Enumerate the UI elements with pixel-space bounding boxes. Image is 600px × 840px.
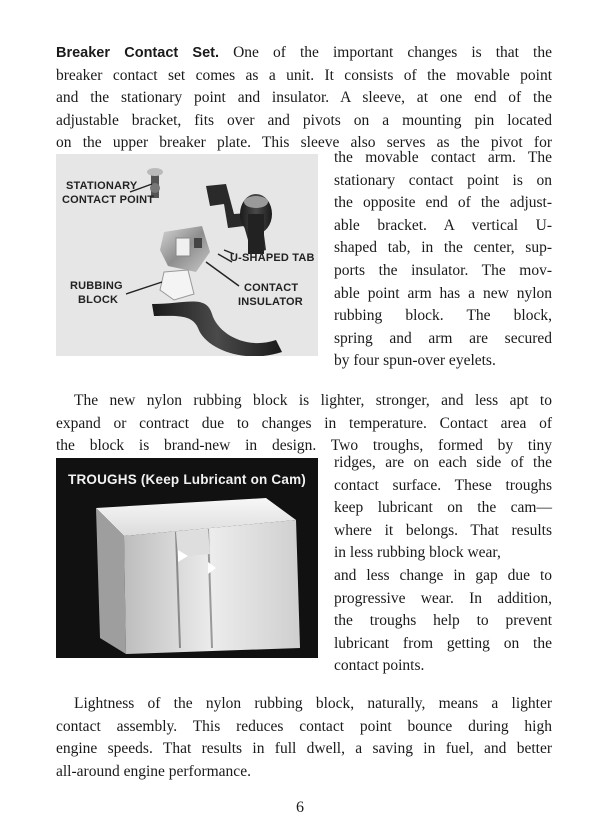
text-line: the block is brand-new in design. Two troughs, formed by tiny xyxy=(56,437,552,455)
section-heading: Breaker Contact Set. xyxy=(56,45,220,61)
label-u-shaped-tab: U-SHAPED TAB xyxy=(230,252,315,264)
text-line: stationary contact point is on xyxy=(334,171,552,189)
text-line: The new nylon rubbing block is lighter, stronger, and less apt to xyxy=(74,392,552,409)
page-number: 6 xyxy=(296,799,304,816)
text-line: keep lubricant on the cam— xyxy=(334,499,552,517)
text-line: in less rubbing block wear, xyxy=(334,544,501,562)
text-line: rubbing block. The block, xyxy=(334,307,552,325)
text-line: shaped tab, in the center, sup- xyxy=(334,239,552,257)
intro-paragraph xyxy=(56,42,552,155)
text-line: and the stationary point and insulator. A sleeve, at one end of the xyxy=(56,89,552,107)
label-insulator-line2: INSULATOR xyxy=(238,296,303,308)
text-line: by four spun-over eyelets. xyxy=(334,352,496,370)
text-line: ports the insulator. The mov- xyxy=(334,261,552,279)
label-insulator-line1: CONTACT xyxy=(244,282,299,294)
text-line: and less change in gap due to xyxy=(334,566,552,584)
text-line: ridges, are on each side of the xyxy=(334,454,552,471)
text-line: the opposite end of the adjust- xyxy=(334,194,552,212)
label-rubbing-line2: BLOCK xyxy=(78,294,119,306)
text-line: breaker contact set comes as a unit. It consists of the movable point xyxy=(56,66,552,84)
text-line: the troughs help to prevent xyxy=(334,612,552,630)
rubbing-block-illustration xyxy=(56,458,318,658)
text-line: on the upper breaker plate. This sleeve also serves as the pivot for xyxy=(56,134,552,152)
text-line: able point arm has a new nylon xyxy=(334,284,552,302)
label-stationary-line1: STATIONARY xyxy=(66,180,138,192)
text-line: Breaker Contact Set. One of the important changes is that the xyxy=(56,44,552,61)
breaker-contact-set-figure xyxy=(56,154,318,356)
troughs-figure-title: TROUGHS (Keep Lubricant on Cam) xyxy=(68,472,306,487)
text-line: contact points. xyxy=(334,657,425,675)
text-line: engine speeds. That results in full dwell, a saving in fuel, and better xyxy=(56,740,552,758)
text-line: adjustable bracket, fits over and pivots on a mounting pin located xyxy=(56,111,552,129)
text-line: Lightness of the nylon rubbing block, naturally, means a lighter xyxy=(74,695,552,712)
text-line: all-around engine performance. xyxy=(56,762,251,780)
text-line: lubricant from getting on the xyxy=(334,634,552,652)
text-line: spring and arm are secured xyxy=(334,329,552,347)
label-stationary-line2: CONTACT POINT xyxy=(62,194,155,206)
text-line: contact assembly. This reduces contact point bounce during high xyxy=(56,717,552,735)
text-line: progressive wear. In addition, xyxy=(334,589,552,607)
text-line: the movable contact arm. The xyxy=(334,149,552,166)
lightness-paragraph xyxy=(56,693,552,783)
text-line: expand or contract due to changes in temperature. Contact area of xyxy=(56,414,552,432)
label-rubbing-line1: RUBBING xyxy=(70,280,123,292)
intro-wrap-column xyxy=(334,147,552,373)
troughs-wrap-column xyxy=(334,452,552,678)
text-line: able bracket. A vertical U- xyxy=(334,216,552,234)
text-line: where it belongs. That results xyxy=(334,521,552,539)
text-line: contact surface. These troughs xyxy=(334,476,552,494)
nylon-block-paragraph xyxy=(56,390,552,458)
troughs-figure xyxy=(56,458,318,658)
